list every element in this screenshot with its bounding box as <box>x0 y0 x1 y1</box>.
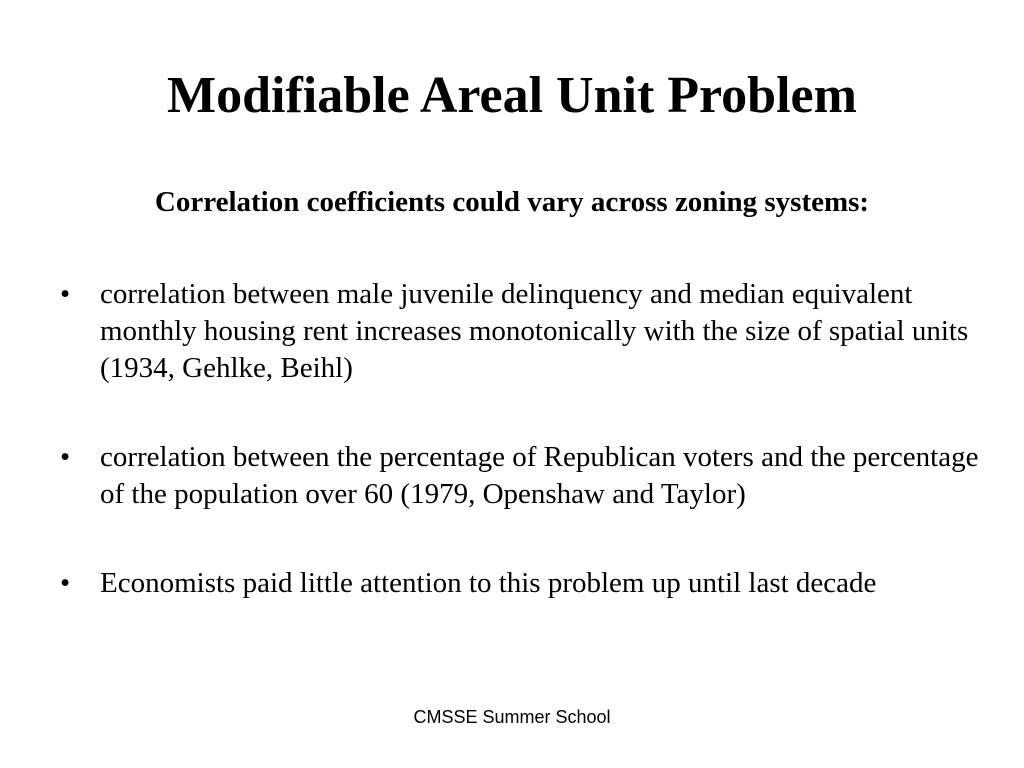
bullet-text: Economists paid little attention to this problem up until last decade <box>100 567 877 599</box>
bullet-mark: • <box>60 567 71 599</box>
slide-title: Modifiable Areal Unit Problem <box>167 67 857 124</box>
slide-footer: CMSSE Summer School <box>413 707 611 727</box>
bullet-mark: • <box>60 441 71 473</box>
slide-subtitle: Correlation coefficients could vary across zoning systems: <box>154 186 870 218</box>
bullet-text: correlation between male juvenile delinquency and median equivalent monthly housing rent increases monotonically with the size of spatial units (1934, Gehlke, Beihl) <box>100 278 969 384</box>
bullet-list <box>60 276 980 654</box>
bullet-item <box>60 439 980 513</box>
bullet-item <box>60 565 980 602</box>
bullet-mark: • <box>60 278 71 310</box>
bullet-item <box>60 276 980 387</box>
bullet-text: correlation between the percentage of Republican voters and the percentage of the population over 60 (1979, Openshaw and Taylor) <box>100 441 979 510</box>
